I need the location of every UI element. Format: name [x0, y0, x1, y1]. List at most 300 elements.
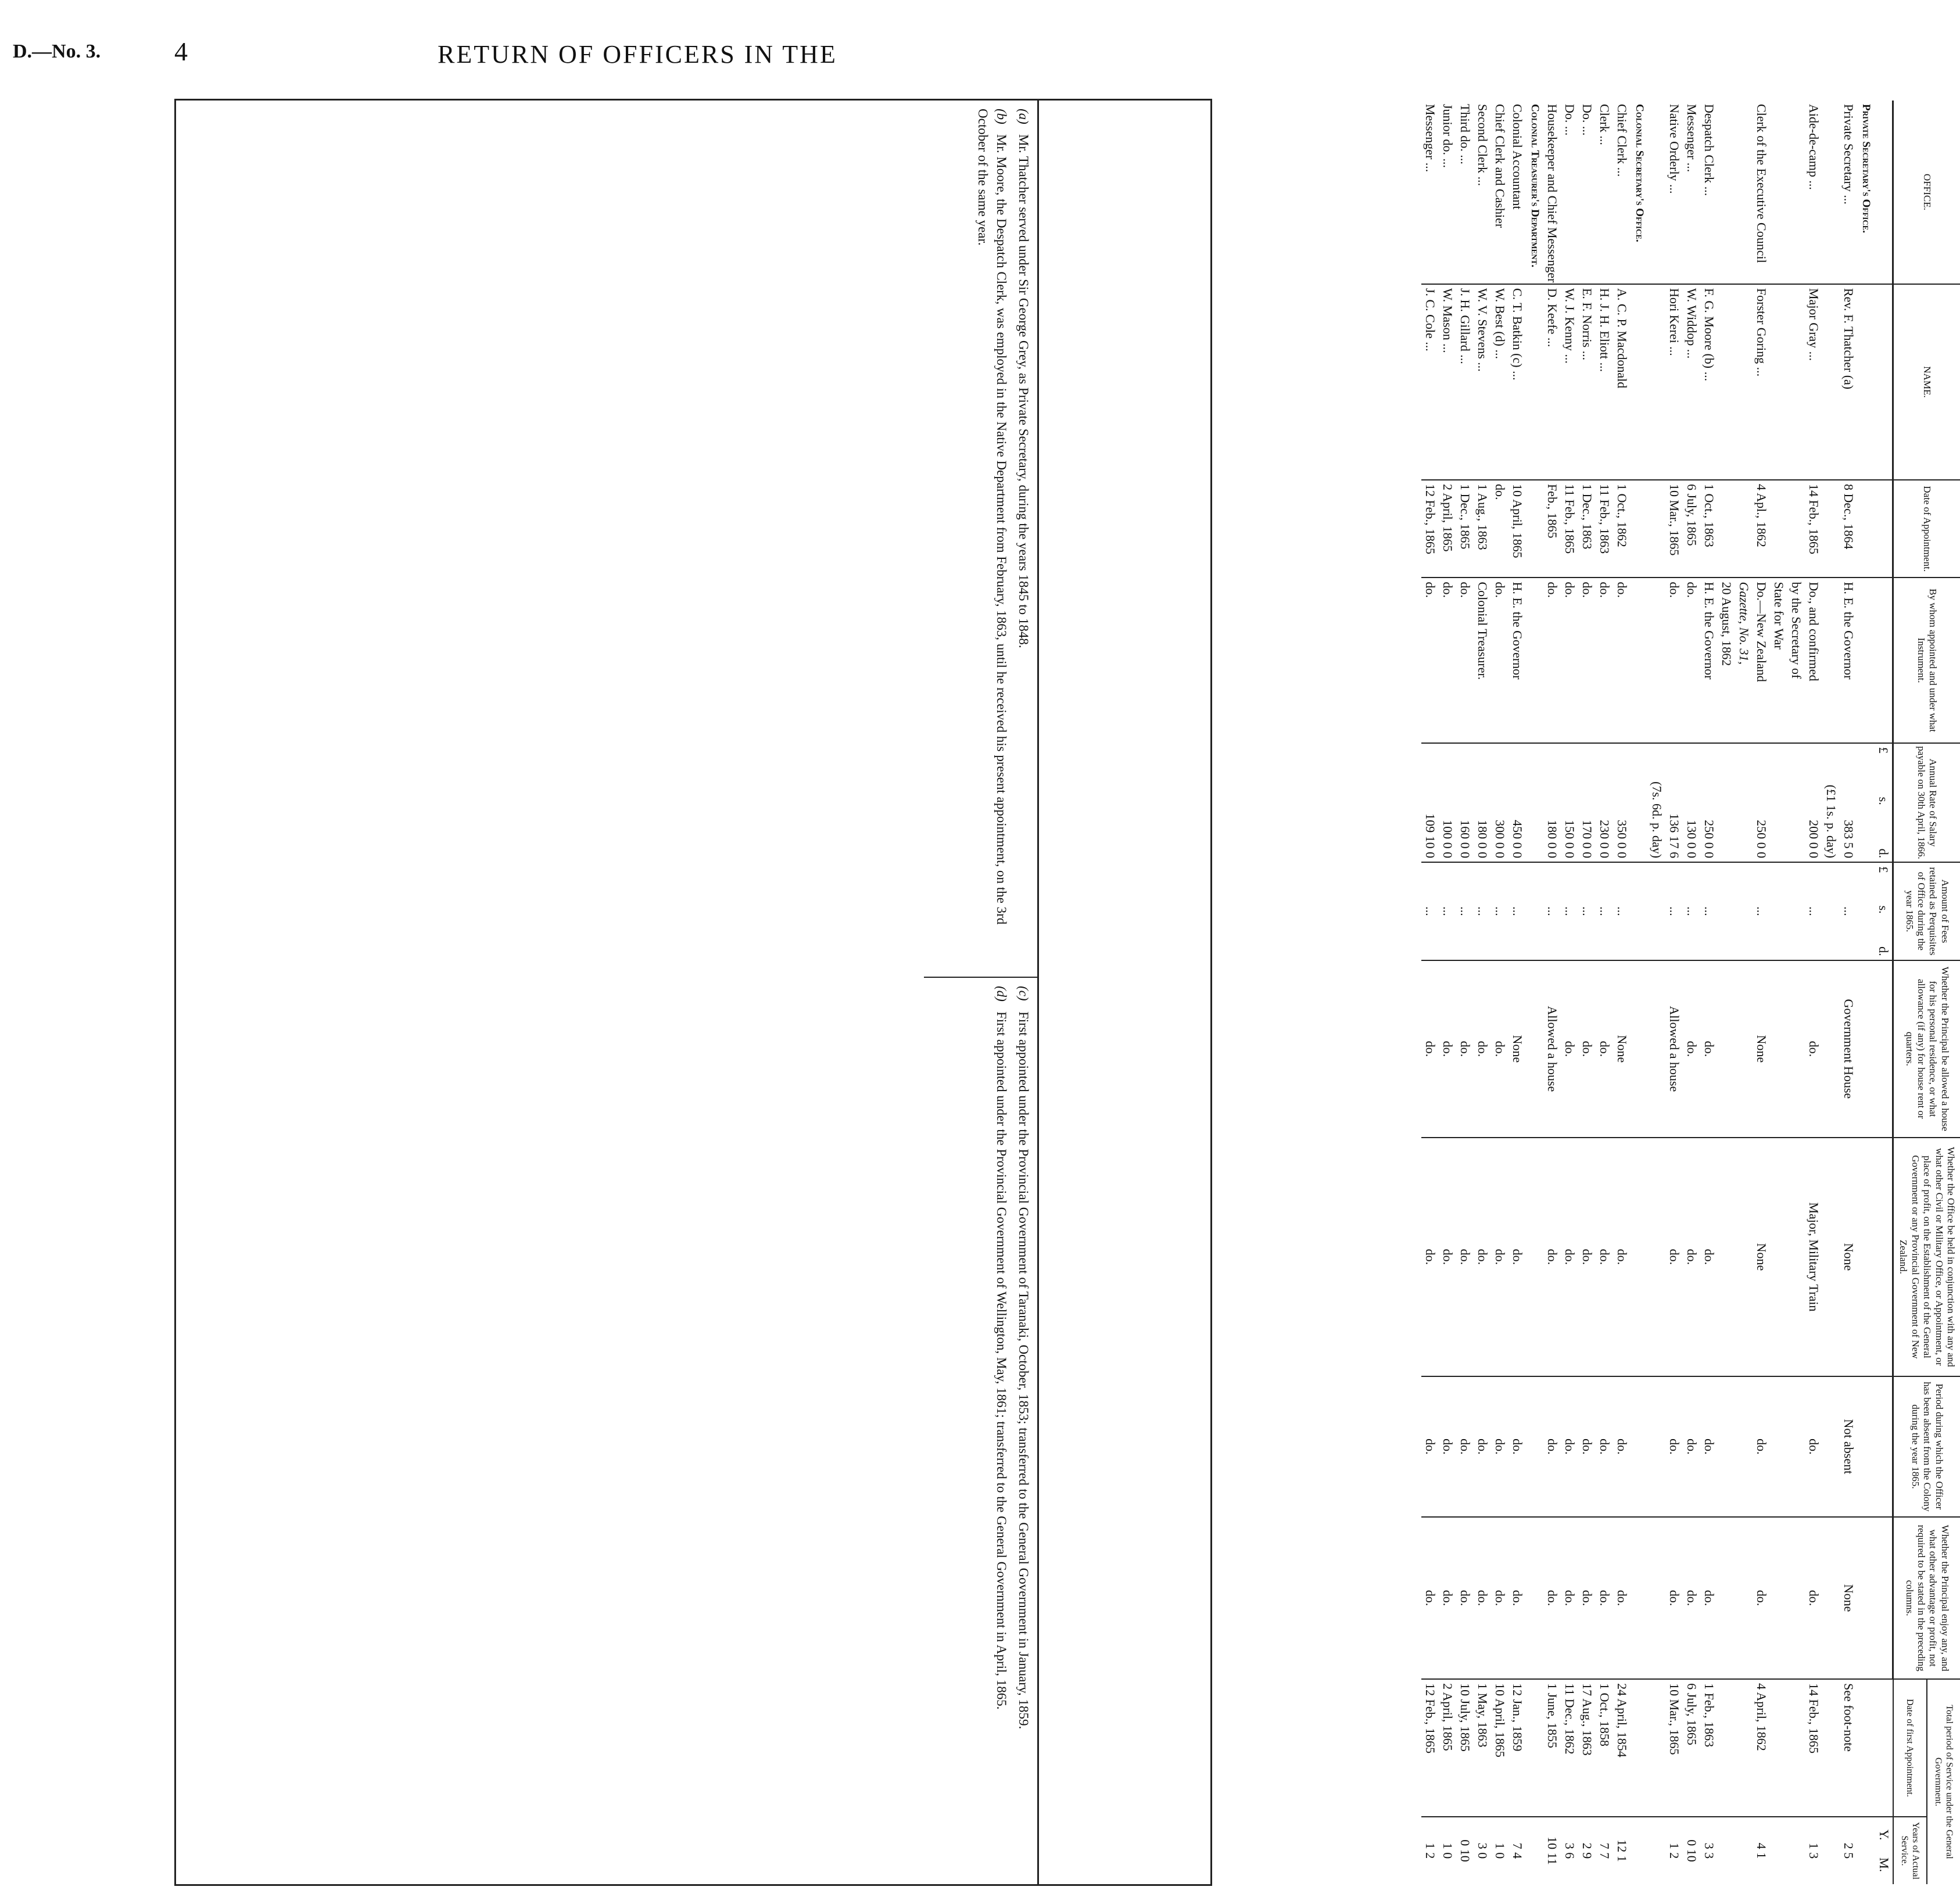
cell-first-appointment: 10 April, 1865	[1491, 1679, 1508, 1817]
col-absent: Period during which the Officer has been absent from the Colony during the year 1865.	[1893, 1376, 1960, 1517]
cell-advantage: do.	[1700, 1517, 1718, 1679]
cell-first-appointment: See foot-note	[1840, 1679, 1857, 1817]
cell-date	[1718, 480, 1735, 578]
cell-conjunction: do.	[1421, 1138, 1439, 1376]
cell-advantage	[1648, 1517, 1665, 1679]
cell-by-whom: State for War	[1770, 578, 1787, 743]
table-row	[1578, 101, 1596, 1884]
footnote-d: (d)First appointed under the Provincial Government of Wellington, May, 1861; transferred to the General Government in April, 1865.	[994, 986, 1009, 1710]
cell-first-appointment: 11 Dec., 1862	[1561, 1679, 1578, 1817]
cell-salary	[1770, 743, 1787, 862]
cell-name	[1735, 284, 1753, 480]
rotated-table-content	[926, 101, 1960, 1884]
cell-fees: ...	[1508, 862, 1526, 960]
footnote-b: (b)Mr. Moore, the Despatch Clerk, was employed in the Native Department from February, 1863, until he received his present appointment, on the 3rd October of the same year.	[976, 109, 1009, 925]
cell-years: 1 2	[1423, 1842, 1438, 1859]
unit-pounds: £	[1876, 747, 1891, 754]
col-house: Whether the Principal be allowed a house for his personal residence, or what allowance (if any) for house rent or quarters.	[1893, 960, 1960, 1138]
cell-date: 11 Feb., 1863	[1596, 480, 1613, 578]
cell-absent	[1718, 1376, 1735, 1517]
footnote-c: (c)First appointed under the Provincial Government of Taranaki, October, 1853; transferred to the General Government in January, 1859.	[1016, 986, 1031, 1730]
units-row	[1875, 101, 1893, 1884]
cell-advantage	[1718, 1517, 1735, 1679]
cell-years: 1 2	[1667, 1842, 1682, 1859]
cell-office: Clerk of the Executive Council	[1753, 101, 1770, 284]
cell-conjunction: do.	[1474, 1138, 1491, 1376]
cell-name: J. H. Gillard ...	[1456, 284, 1474, 480]
cell-conjunction: do.	[1596, 1138, 1613, 1376]
unit-months: M.	[1876, 1857, 1891, 1873]
cell-years: 2 9	[1580, 1842, 1595, 1859]
cell-name: W. Widdop ...	[1683, 284, 1700, 480]
table-row	[1683, 101, 1700, 1884]
cell-years: 10 11	[1545, 1837, 1560, 1865]
cell-date: 11 Feb., 1865	[1561, 480, 1578, 578]
cell-office: Native Orderly ...	[1665, 101, 1683, 284]
unit-pence: d.	[1876, 848, 1891, 859]
col-office: OFFICE.	[1893, 101, 1960, 284]
table-row	[1787, 101, 1805, 1884]
cell-house: None	[1613, 960, 1631, 1138]
table-row	[1665, 101, 1683, 1884]
cell-conjunction: Major, Military Train	[1805, 1138, 1822, 1376]
cell-first-appointment: 12 Jan., 1859	[1508, 1679, 1526, 1817]
cell-salary: 250 0 0	[1700, 743, 1718, 862]
cell-years: 4 1	[1754, 1842, 1769, 1859]
cell-fees: ...	[1700, 862, 1718, 960]
cell-first-appointment: 1 June, 1855	[1543, 1679, 1561, 1817]
col-by-whom: By whom appointed and under what Instrument.	[1893, 578, 1960, 743]
table-row	[1735, 101, 1753, 1884]
cell-years: 7 4	[1510, 1842, 1525, 1859]
cell-fees: ...	[1439, 862, 1456, 960]
cell-conjunction: do.	[1456, 1138, 1474, 1376]
table-row	[1543, 101, 1561, 1884]
cell-office	[1787, 101, 1805, 284]
cell-absent	[1787, 1376, 1805, 1517]
cell-conjunction: do.	[1683, 1138, 1700, 1376]
cell-years: 2 5	[1841, 1842, 1857, 1859]
cell-office: Chief Clerk and Cashier	[1491, 101, 1508, 284]
cell-advantage	[1787, 1517, 1805, 1679]
footnote-a: (a)Mr. Thatcher served under Sir George Grey, as Private Secretary, during the years 1845 to 1848.	[1016, 109, 1031, 648]
cell-years: 12 1	[1615, 1839, 1630, 1862]
cell-name: D. Keefe ...	[1543, 284, 1561, 480]
cell-first-appointment	[1648, 1679, 1665, 1817]
cell-name: Major Gray ...	[1805, 284, 1822, 480]
cell-date: 1 Oct., 1863	[1700, 480, 1718, 578]
cell-years: 3 0	[1475, 1842, 1490, 1859]
cell-fees: ...	[1474, 862, 1491, 960]
cell-advantage: do.	[1753, 1517, 1770, 1679]
cell-conjunction	[1787, 1138, 1805, 1376]
cell-office	[1648, 101, 1665, 284]
header-code: D.—No. 3.	[13, 41, 101, 62]
cell-absent: do.	[1491, 1376, 1508, 1517]
cell-house	[1822, 960, 1840, 1138]
cell-by-whom: do.	[1578, 578, 1596, 743]
cell-salary: 230 0 0	[1596, 743, 1613, 862]
cell-salary: (£1 1s. p. day)	[1822, 743, 1840, 862]
cell-fees: ...	[1578, 862, 1596, 960]
cell-office: Do. ...	[1578, 101, 1596, 284]
cell-house	[1718, 960, 1735, 1138]
cell-by-whom: do.	[1456, 578, 1474, 743]
cell-first-appointment: 10 July, 1865	[1456, 1679, 1474, 1817]
cell-salary: 250 0 0	[1753, 743, 1770, 862]
cell-house: Allowed a house	[1665, 960, 1683, 1138]
cell-name	[1822, 284, 1840, 480]
cell-salary: 160 0 0	[1456, 743, 1474, 862]
cell-house: None	[1508, 960, 1526, 1138]
cell-advantage: do.	[1613, 1517, 1631, 1679]
cell-office: Third do. ...	[1456, 101, 1474, 284]
section-row	[1631, 101, 1648, 1884]
cell-by-whom: 20 August, 1862	[1718, 578, 1735, 743]
cell-fees: ...	[1753, 862, 1770, 960]
cell-name: Hori Kerei ...	[1665, 284, 1683, 480]
cell-name: F. G. Moore (b) ...	[1700, 284, 1718, 480]
cell-by-whom: do.	[1439, 578, 1456, 743]
cell-date: 4 Apl., 1862	[1753, 480, 1770, 578]
cell-conjunction	[1718, 1138, 1735, 1376]
cell-absent	[1735, 1376, 1753, 1517]
cell-years	[1718, 1817, 1735, 1884]
cell-date: 12 Feb., 1865	[1421, 480, 1439, 578]
cell-office: Despatch Clerk ...	[1700, 101, 1718, 284]
cell-first-appointment: 24 April, 1854	[1613, 1679, 1631, 1817]
cell-fees: ...	[1456, 862, 1474, 960]
cell-salary: 180 0 0	[1474, 743, 1491, 862]
cell-absent: do.	[1665, 1376, 1683, 1517]
cell-first-appointment	[1770, 1679, 1787, 1817]
cell-first-appointment	[1787, 1679, 1805, 1817]
cell-house: do.	[1421, 960, 1439, 1138]
footnotes	[924, 101, 1039, 1884]
cell-office: Colonial Accountant	[1508, 101, 1526, 284]
col-fees: Amount of Fees retained as Perquisites of Office during the year 1865.	[1893, 862, 1960, 960]
cell-office	[1735, 101, 1753, 284]
cell-by-whom: Colonial Treasurer.	[1474, 578, 1491, 743]
col-years-service: Years of Actual Service.	[1893, 1817, 1927, 1884]
cell-conjunction: do.	[1439, 1138, 1456, 1376]
col-date: Date of Appointment.	[1893, 480, 1960, 578]
cell-years	[1787, 1817, 1805, 1884]
cell-years	[1770, 1817, 1787, 1884]
cell-first-appointment	[1822, 1679, 1840, 1817]
cell-by-whom: H. E. the Governor	[1840, 578, 1857, 743]
cell-absent: do.	[1578, 1376, 1596, 1517]
cell-salary	[1718, 743, 1735, 862]
cell-absent: do.	[1596, 1376, 1613, 1517]
cell-advantage: do.	[1421, 1517, 1439, 1679]
cell-first-appointment: 6 July, 1865	[1683, 1679, 1700, 1817]
cell-conjunction: do.	[1665, 1138, 1683, 1376]
table-row	[1439, 101, 1456, 1884]
cell-date: 1 Oct., 1862	[1613, 480, 1631, 578]
table-row	[1421, 101, 1439, 1884]
cell-date: 1 Dec., 1865	[1456, 480, 1474, 578]
table-row	[1805, 101, 1822, 1884]
cell-salary: 109 10 0	[1421, 743, 1439, 862]
cell-name: Rev. F. Thatcher (a)	[1840, 284, 1857, 480]
cell-fees	[1822, 862, 1840, 960]
unit-pence: d.	[1876, 946, 1891, 956]
cell-fees: ...	[1491, 862, 1508, 960]
cell-fees	[1735, 862, 1753, 960]
page-title: RETURN OF OFFICERS IN THE	[438, 40, 837, 69]
cell-fees: ...	[1596, 862, 1613, 960]
col-first-appointment: Date of first Appointment.	[1893, 1679, 1927, 1817]
cell-fees: ...	[1561, 862, 1578, 960]
cell-by-whom: Do.—New Zealand	[1753, 578, 1770, 743]
cell-absent	[1648, 1376, 1665, 1517]
cell-date	[1787, 480, 1805, 578]
table-row	[1770, 101, 1787, 1884]
cell-absent: do.	[1683, 1376, 1700, 1517]
cell-years: 0 10	[1458, 1839, 1473, 1862]
cell-fees: ...	[1805, 862, 1822, 960]
cell-absent: do.	[1700, 1376, 1718, 1517]
cell-first-appointment: 12 Feb., 1865	[1421, 1679, 1439, 1817]
cell-name	[1787, 284, 1805, 480]
cell-by-whom: do.	[1596, 578, 1613, 743]
cell-conjunction	[1648, 1138, 1665, 1376]
cell-fees	[1770, 862, 1787, 960]
cell-name: A. C. P. Macdonald	[1613, 284, 1631, 480]
cell-by-whom: do.	[1613, 578, 1631, 743]
cell-house: do.	[1474, 960, 1491, 1138]
cell-fees: ...	[1421, 862, 1439, 960]
cell-conjunction	[1822, 1138, 1840, 1376]
cell-house: do.	[1596, 960, 1613, 1138]
unit-years: Y.	[1876, 1829, 1891, 1841]
cell-fees: ...	[1613, 862, 1631, 960]
col-name: NAME.	[1893, 284, 1960, 480]
cell-name: Forster Goring ...	[1753, 284, 1770, 480]
cell-office: Messenger ...	[1683, 101, 1700, 284]
cell-date: 6 July, 1865	[1683, 480, 1700, 578]
table-body	[1421, 101, 1893, 1884]
table-row	[1474, 101, 1491, 1884]
cell-salary: 383 5 0	[1840, 743, 1857, 862]
section-heading: Colonial Secretary's Office.	[1631, 101, 1648, 284]
cell-office	[1770, 101, 1787, 284]
cell-name: W. J. Kenny ...	[1561, 284, 1578, 480]
cell-first-appointment: 2 April, 1865	[1439, 1679, 1456, 1817]
cell-first-appointment: 1 Oct., 1858	[1596, 1679, 1613, 1817]
cell-advantage: do.	[1456, 1517, 1474, 1679]
cell-by-whom: Do., and confirmed	[1805, 578, 1822, 743]
cell-fees: ...	[1683, 862, 1700, 960]
cell-conjunction: None	[1840, 1138, 1857, 1376]
cell-conjunction	[1770, 1138, 1787, 1376]
cell-first-appointment: 1 Feb., 1863	[1700, 1679, 1718, 1817]
cell-date: 10 April, 1865	[1508, 480, 1526, 578]
cell-name: J. C. Cole ...	[1421, 284, 1439, 480]
cell-by-whom: do.	[1543, 578, 1561, 743]
cell-salary: 350 0 0	[1613, 743, 1631, 862]
cell-absent: do.	[1561, 1376, 1578, 1517]
cell-by-whom: H. E. the Governor	[1508, 578, 1526, 743]
cell-office: Junior do. ...	[1439, 101, 1456, 284]
cell-name: C. T. Batkin (c) ...	[1508, 284, 1526, 480]
cell-conjunction: do.	[1578, 1138, 1596, 1376]
cell-years: 1 0	[1493, 1842, 1508, 1859]
cell-by-whom: H. E. the Governor	[1700, 578, 1718, 743]
cell-fees: ...	[1665, 862, 1683, 960]
cell-fees	[1787, 862, 1805, 960]
cell-by-whom: do.	[1683, 578, 1700, 743]
cell-house: do.	[1491, 960, 1508, 1138]
cell-years: 0 10	[1685, 1839, 1700, 1862]
cell-date: 14 Feb., 1865	[1805, 480, 1822, 578]
cell-absent: do.	[1421, 1376, 1439, 1517]
cell-advantage: do.	[1543, 1517, 1561, 1679]
cell-advantage: do.	[1805, 1517, 1822, 1679]
cell-date: 1 Dec., 1863	[1578, 480, 1596, 578]
cell-years	[1648, 1817, 1665, 1884]
cell-salary: 450 0 0	[1508, 743, 1526, 862]
col-total-service: Total period of Service under the General Government.	[1927, 1679, 1960, 1884]
section-row	[1857, 101, 1875, 1884]
unit-shillings: s.	[1876, 797, 1891, 805]
cell-house: Allowed a house	[1543, 960, 1561, 1138]
cell-house	[1787, 960, 1805, 1138]
cell-house: do.	[1683, 960, 1700, 1138]
table-row	[1840, 101, 1857, 1884]
col-salary: Annual Rate of Salary payable on 30th April, 1866.	[1893, 743, 1960, 862]
cell-house	[1770, 960, 1787, 1138]
cell-years	[1822, 1817, 1840, 1884]
cell-first-appointment: 4 April, 1862	[1753, 1679, 1770, 1817]
section-heading: Colonial Treasurer's Department.	[1526, 101, 1543, 284]
table-row	[1718, 101, 1735, 1884]
cell-first-appointment	[1718, 1679, 1735, 1817]
cell-house: None	[1753, 960, 1770, 1138]
cell-fees	[1718, 862, 1735, 960]
cell-name: W. Best (d) ...	[1491, 284, 1508, 480]
cell-advantage: do.	[1561, 1517, 1578, 1679]
cell-house: do.	[1700, 960, 1718, 1138]
table-row	[1596, 101, 1613, 1884]
cell-house	[1735, 960, 1753, 1138]
cell-years: 1 0	[1441, 1842, 1456, 1859]
cell-conjunction: do.	[1561, 1138, 1578, 1376]
cell-date: 2 April, 1865	[1439, 480, 1456, 578]
cell-advantage: do.	[1596, 1517, 1613, 1679]
cell-advantage: do.	[1578, 1517, 1596, 1679]
cell-office: Housekeeper and Chief Messenger	[1543, 101, 1561, 284]
cell-first-appointment	[1735, 1679, 1753, 1817]
unit-pounds: £	[1876, 866, 1891, 873]
cell-conjunction: do.	[1491, 1138, 1508, 1376]
cell-date: do.	[1491, 480, 1508, 578]
col-conjunction: Whether the Office be held in conjunction with any and what other Civil or Military Office, or Appointment, or place of profit, on the Establishment of the General Government or any Provincial Government of New Zealand.	[1893, 1138, 1960, 1376]
cell-salary: 100 0 0	[1439, 743, 1456, 862]
cell-fees: ...	[1543, 862, 1561, 960]
cell-date	[1770, 480, 1787, 578]
cell-conjunction: do.	[1613, 1138, 1631, 1376]
cell-absent: do.	[1543, 1376, 1561, 1517]
cell-office: Chief Clerk ...	[1613, 101, 1631, 284]
cell-advantage: do.	[1491, 1517, 1508, 1679]
cell-house: do.	[1578, 960, 1596, 1138]
table-row	[1822, 101, 1840, 1884]
cell-advantage: do.	[1439, 1517, 1456, 1679]
cell-office: Do. ...	[1561, 101, 1578, 284]
cell-name	[1770, 284, 1787, 480]
cell-first-appointment: 10 Mar., 1865	[1665, 1679, 1683, 1817]
cell-office: Private Secretary ...	[1840, 101, 1857, 284]
cell-fees: ...	[1840, 862, 1857, 960]
cell-office: Aide-de-camp ...	[1805, 101, 1822, 284]
table-row	[1648, 101, 1665, 1884]
cell-absent: do.	[1474, 1376, 1491, 1517]
cell-by-whom: by the Secretary of	[1787, 578, 1805, 743]
cell-by-whom	[1822, 578, 1840, 743]
cell-name: E. F. Norris ...	[1578, 284, 1596, 480]
cell-salary: 136 17 6	[1665, 743, 1683, 862]
cell-absent: do.	[1439, 1376, 1456, 1517]
cell-by-whom: do.	[1491, 578, 1508, 743]
cell-house: Government House	[1840, 960, 1857, 1138]
cell-date: 10 Mar., 1865	[1665, 480, 1683, 578]
cell-advantage	[1770, 1517, 1787, 1679]
cell-advantage: None	[1840, 1517, 1857, 1679]
cell-absent: do.	[1508, 1376, 1526, 1517]
cell-years: 3 6	[1563, 1842, 1578, 1859]
table-row	[1508, 101, 1526, 1884]
cell-conjunction: do.	[1508, 1138, 1526, 1376]
cell-date	[1822, 480, 1840, 578]
unit-shillings: s.	[1876, 905, 1891, 914]
cell-fees	[1648, 862, 1665, 960]
officers-table	[1421, 101, 1960, 1884]
table-row	[1491, 101, 1508, 1884]
cell-salary: 300 0 0	[1491, 743, 1508, 862]
cell-absent: do.	[1753, 1376, 1770, 1517]
section-heading: Private Secretary's Office.	[1857, 101, 1875, 284]
cell-name: W. V. Stevens ...	[1474, 284, 1491, 480]
cell-date: 1 Aug., 1863	[1474, 480, 1491, 578]
cell-years	[1735, 1817, 1753, 1884]
cell-first-appointment: 17 Aug., 1863	[1578, 1679, 1596, 1817]
return-table-frame	[174, 99, 1957, 1886]
cell-conjunction: do.	[1543, 1138, 1561, 1376]
table-row	[1613, 101, 1631, 1884]
cell-salary	[1735, 743, 1753, 862]
cell-advantage: do.	[1683, 1517, 1700, 1679]
cell-advantage	[1735, 1517, 1753, 1679]
cell-conjunction: do.	[1700, 1138, 1718, 1376]
cell-date: 8 Dec., 1864	[1840, 480, 1857, 578]
cell-absent: do.	[1456, 1376, 1474, 1517]
cell-absent	[1770, 1376, 1787, 1517]
cell-name	[1648, 284, 1665, 480]
cell-salary: (7s. 6d. p. day)	[1648, 743, 1665, 862]
cell-salary: 170 0 0	[1578, 743, 1596, 862]
cell-salary: 200 0 0	[1805, 743, 1822, 862]
table-row	[1561, 101, 1578, 1884]
cell-first-appointment: 1 May, 1863	[1474, 1679, 1491, 1817]
cell-conjunction	[1735, 1138, 1753, 1376]
cell-salary: 180 0 0	[1543, 743, 1561, 862]
cell-salary: 150 0 0	[1561, 743, 1578, 862]
cell-name	[1718, 284, 1735, 480]
cell-advantage: do.	[1508, 1517, 1526, 1679]
cell-by-whom	[1648, 578, 1665, 743]
